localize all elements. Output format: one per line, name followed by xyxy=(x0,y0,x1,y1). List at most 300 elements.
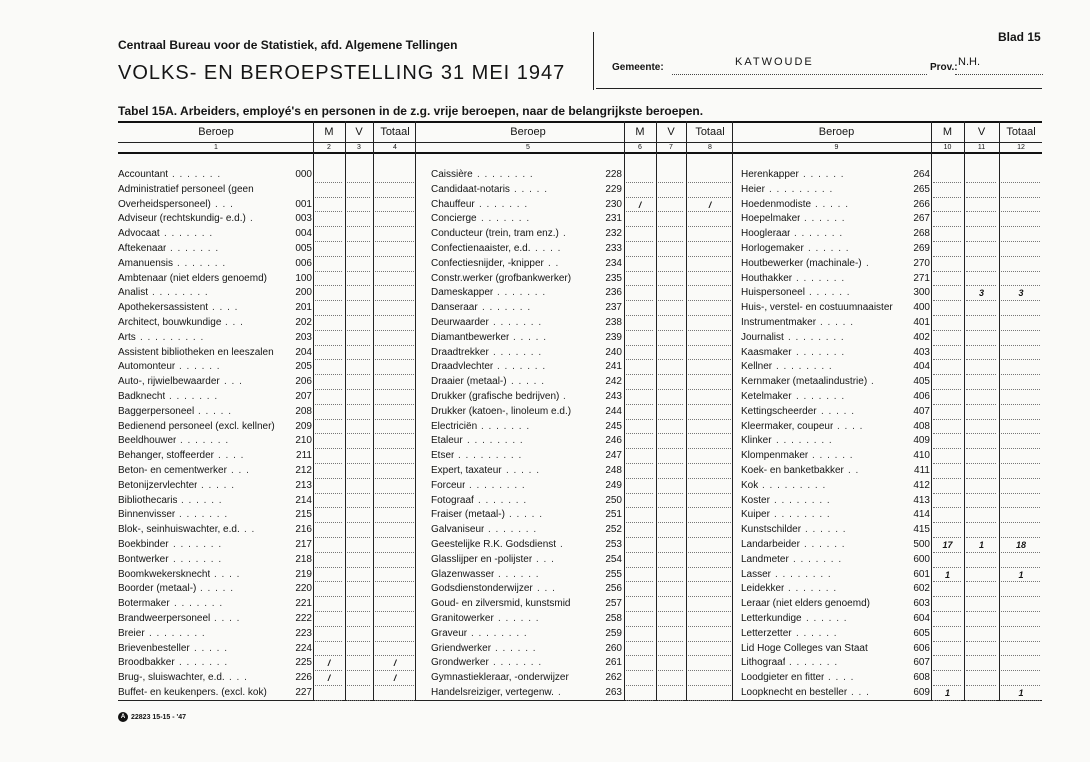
leader-dots: . . . . . xyxy=(511,376,546,388)
occupation-label: Kok xyxy=(741,479,759,491)
table-row xyxy=(741,257,1042,271)
occupation-code: 204 xyxy=(295,346,312,358)
occupation-code: 201 xyxy=(295,302,312,314)
occupation-code: 232 xyxy=(605,228,622,240)
leader-dots: . . . . . . xyxy=(498,613,540,624)
occupation-label: Landarbeider xyxy=(741,539,800,550)
table-row xyxy=(431,360,733,374)
occupation-code: 605 xyxy=(913,627,930,639)
table-row xyxy=(431,331,733,345)
cell-baseline xyxy=(1001,700,1040,701)
occupation-label: Huispersoneel xyxy=(741,287,805,299)
table-row xyxy=(741,301,1042,315)
table-row xyxy=(741,642,1042,656)
table-row xyxy=(118,420,416,434)
occupation-code: 408 xyxy=(913,420,930,432)
count-cell-t[interactable]: 1 xyxy=(1018,569,1024,580)
table-row xyxy=(431,405,733,419)
header-divider xyxy=(593,32,594,90)
occupation-code: 256 xyxy=(605,583,622,595)
table-row xyxy=(741,420,1042,434)
leader-dots: . . . . . . . xyxy=(482,302,532,314)
leader-dots: . . . . . . . xyxy=(481,420,531,432)
table-row xyxy=(741,316,1042,330)
occupation-label: Conducteur (trein, tram enz.) xyxy=(431,228,559,240)
count-cell-t[interactable]: 18 xyxy=(1015,540,1026,550)
column-number: 1 xyxy=(214,144,218,151)
occupation-code: 500 xyxy=(913,539,930,550)
table-row xyxy=(431,568,733,582)
occupation-code: 202 xyxy=(295,317,312,328)
table-row xyxy=(431,686,733,700)
occupation-code: 220 xyxy=(295,583,312,595)
table-title: Tabel 15A. Arbeiders, employé's en personen in de z.g. vrije beroepen, naar de belangrijkste beroepen. xyxy=(118,104,704,118)
count-cell-m[interactable]: 1 xyxy=(944,569,950,580)
occupation-code: 603 xyxy=(913,598,930,610)
occupation-code: 240 xyxy=(605,346,622,358)
occupation-code: 228 xyxy=(605,169,622,180)
count-cell-m[interactable]: / xyxy=(327,658,331,669)
bureau-heading: Centraal Bureau voor de Statistiek, afd. Algemene Tellingen xyxy=(118,38,458,52)
occupation-label: Auto-, rijwielbewaarder xyxy=(118,376,220,388)
leader-dots: . . . xyxy=(229,672,248,684)
occupation-label: Brandweerpersoneel xyxy=(118,613,211,624)
occupation-code: 238 xyxy=(605,317,622,328)
table-row xyxy=(431,168,733,182)
occupation-code: 218 xyxy=(295,553,312,565)
occupation-code: 300 xyxy=(913,287,930,299)
table-row xyxy=(431,420,733,434)
occupation-code: 226 xyxy=(295,672,312,684)
occupation-code: 230 xyxy=(605,198,622,210)
leader-dots: . . . . . . . xyxy=(164,228,214,240)
leader-dots: . . . . . . . . xyxy=(471,627,528,639)
leader-dots: . xyxy=(250,213,254,225)
header-mid-rule xyxy=(118,142,1042,143)
leader-dots: . . . . . . . . . xyxy=(458,450,523,462)
occupation-label: Huis-, verstel- en costuumnaaister xyxy=(741,302,893,314)
occupation-code: 247 xyxy=(605,450,622,462)
prov-underline xyxy=(955,74,1043,75)
occupation-code: 265 xyxy=(913,183,930,195)
table-row xyxy=(741,582,1042,596)
occupation-label: Caissière xyxy=(431,169,473,180)
leader-dots: . . . . . . . xyxy=(793,553,843,565)
leader-dots: . . . . . . xyxy=(808,243,850,254)
count-cell-m[interactable]: 1 xyxy=(944,688,950,698)
leader-dots: . . . . . xyxy=(201,479,236,491)
leader-dots: . . . . . . . xyxy=(172,169,222,180)
cell-baseline xyxy=(688,700,731,701)
count-cell-t[interactable]: 3 xyxy=(1018,288,1024,299)
table-row xyxy=(118,242,416,256)
table-row xyxy=(118,198,416,212)
occupation-label: Confectiesnijder, -knipper xyxy=(431,257,544,269)
leader-dots: . . . . . xyxy=(200,583,235,595)
count-cell-v[interactable]: 1 xyxy=(978,540,984,550)
table-row xyxy=(741,390,1042,404)
print-stamp xyxy=(118,712,186,722)
table-row xyxy=(118,568,416,582)
occupation-code: 600 xyxy=(913,553,930,565)
occupation-code: 262 xyxy=(605,672,622,684)
occupation-label: Drukker (grafische bedrijven) xyxy=(431,391,560,402)
occupation-code: 608 xyxy=(913,672,930,684)
occupation-label: Herenkapper xyxy=(741,169,799,180)
leader-dots: . . . . . . xyxy=(498,568,540,580)
table-row xyxy=(741,405,1042,419)
leader-dots: . . xyxy=(848,465,860,476)
occupation-label: Administratief personeel (geen xyxy=(118,183,254,195)
occupation-code: 211 xyxy=(296,450,312,462)
table-row xyxy=(118,686,416,700)
table-row xyxy=(741,627,1042,641)
table-row xyxy=(431,301,733,315)
occupation-label: Breier xyxy=(118,627,145,639)
occupation-code: 249 xyxy=(605,479,622,491)
occupation-label: Aftekenaar xyxy=(118,243,167,254)
occupation-label: Etser xyxy=(431,450,455,462)
column-header-beroep: Beroep xyxy=(818,126,855,138)
table-row xyxy=(741,272,1042,286)
occupation-label: Landmeter xyxy=(741,553,789,565)
occupation-label: Horlogemaker xyxy=(741,243,804,254)
occupation-label: Hoepelmaker xyxy=(741,213,801,225)
column-header-totaal: Totaal xyxy=(380,126,410,138)
occupation-label: Boorder (metaal-) xyxy=(118,583,197,595)
occupation-label: Loodgieter en fitter xyxy=(741,672,825,684)
table-row xyxy=(741,656,1042,670)
leader-dots: . . . . . . . . xyxy=(776,361,833,373)
occupation-label: Kunstschilder xyxy=(741,524,802,536)
table-row xyxy=(118,538,416,552)
occupation-label: Grondwerker xyxy=(431,657,489,669)
table-row xyxy=(431,183,733,197)
leader-dots: . xyxy=(560,539,564,550)
table-row xyxy=(431,494,733,508)
occupation-code: 264 xyxy=(913,169,930,180)
occupation-label: Godsdienstonderwijzer xyxy=(431,583,533,595)
occupation-code: 261 xyxy=(605,657,622,669)
occupation-label: Arts xyxy=(118,331,136,343)
occupation-label: Binnenvisser xyxy=(118,509,176,521)
occupation-label: Journalist xyxy=(741,331,784,343)
occupation-code: 236 xyxy=(605,287,622,299)
occupation-label: Koek- en banketbakker xyxy=(741,465,844,476)
table-row xyxy=(118,656,416,670)
occupation-code: 601 xyxy=(913,568,930,580)
occupation-code: 212 xyxy=(295,465,312,476)
occupation-label: Boomkwekersknecht xyxy=(118,568,211,580)
occupation-code: 254 xyxy=(605,553,622,565)
occupation-code: 269 xyxy=(913,243,930,254)
table-row xyxy=(118,464,416,478)
table-row xyxy=(431,553,733,567)
occupation-label: Graveur xyxy=(431,627,468,639)
leader-dots: . . xyxy=(244,524,256,536)
leader-dots: . . . . xyxy=(214,568,241,580)
table-row xyxy=(431,671,733,685)
occupation-label: Beeldhouwer xyxy=(118,435,177,447)
occupation-label: Gymnastiekleraar, -onderwijzer xyxy=(431,672,569,684)
leader-dots: . . . . xyxy=(212,302,239,314)
table-row xyxy=(118,523,416,537)
occupation-code: 001 xyxy=(295,198,312,210)
table-row xyxy=(118,642,416,656)
table-row xyxy=(741,212,1042,226)
occupation-label: Galvaniseur xyxy=(431,524,485,536)
table-row xyxy=(118,553,416,567)
table-row xyxy=(118,405,416,419)
occupation-code: 604 xyxy=(913,613,930,624)
occupation-label: Baggerpersoneel xyxy=(118,405,195,417)
leader-dots: . . . . . . . . xyxy=(477,169,534,180)
table-row xyxy=(741,183,1042,197)
leader-dots: . . . . . . . . xyxy=(775,568,832,580)
occupation-code: 213 xyxy=(295,479,312,491)
table-row xyxy=(118,360,416,374)
leader-dots: . . . . . . xyxy=(805,524,847,536)
table-row xyxy=(741,508,1042,522)
leader-dots: . . . . . . . . xyxy=(152,287,209,299)
table-row xyxy=(118,212,416,226)
occupation-code: 607 xyxy=(913,657,930,669)
occupation-code: 227 xyxy=(295,687,312,698)
occupation-code: 414 xyxy=(913,509,930,521)
occupation-code: 401 xyxy=(913,317,930,328)
occupation-code: 209 xyxy=(295,420,312,432)
table-row xyxy=(118,479,416,493)
occupation-code: 406 xyxy=(913,391,930,402)
occupation-label: Analist xyxy=(118,287,149,299)
prov-value[interactable]: N.H. xyxy=(958,56,980,68)
occupation-code: 210 xyxy=(295,435,312,447)
count-cell-m[interactable]: / xyxy=(327,673,331,684)
occupation-label: Lithograaf xyxy=(741,657,786,669)
occupation-code: 271 xyxy=(913,272,930,284)
occupation-code: 000 xyxy=(295,169,312,180)
occupation-label: Leidekker xyxy=(741,583,785,595)
leader-dots: . . . . . . . xyxy=(497,361,547,373)
leader-dots: . . . . . . . xyxy=(497,287,547,299)
gemeente-value[interactable]: KATWOUDE xyxy=(735,56,814,68)
table-row xyxy=(118,168,416,182)
column-number: 12 xyxy=(1017,144,1025,151)
leader-dots: . . . . . . xyxy=(179,361,221,373)
occupation-label: Electriciën xyxy=(431,420,478,432)
occupation-label: Confectienaaister, e.d. xyxy=(431,243,531,254)
cell-baseline xyxy=(626,700,653,701)
occupation-label: Beton- en cementwerker xyxy=(118,465,227,476)
table-row xyxy=(431,523,733,537)
leader-dots: . . . . . . . xyxy=(174,598,224,610)
occupation-code: 411 xyxy=(914,465,930,476)
table-row xyxy=(431,227,733,241)
leader-dots: . xyxy=(871,376,875,388)
occupation-label: Expert, taxateur xyxy=(431,465,502,476)
print-code: 22823 15-15 - '47 xyxy=(131,713,186,721)
occupation-code: 260 xyxy=(605,642,622,654)
occupation-code: 231 xyxy=(605,213,622,225)
occupation-label: Handelsreiziger, vertegenw. xyxy=(431,687,554,698)
gemeente-label: Gemeente: xyxy=(612,62,664,73)
occupation-label: Loopknecht en besteller xyxy=(741,687,848,698)
occupation-label: Bontwerker xyxy=(118,553,169,565)
occupation-label: Kettingscheerder xyxy=(741,405,817,417)
leader-dots: . . . . . . . . xyxy=(774,494,831,506)
table-row xyxy=(431,434,733,448)
table-row xyxy=(741,331,1042,345)
occupation-label: Chauffeur xyxy=(431,198,475,210)
occupation-code: 221 xyxy=(295,598,312,610)
leader-dots: . . . . . . . . xyxy=(774,509,831,521)
column-number: 11 xyxy=(977,144,986,151)
occupation-code: 100 xyxy=(295,272,312,284)
leader-dots: . . . . . . . . . xyxy=(140,331,205,343)
leader-dots: . . . . . . xyxy=(796,627,838,639)
occupation-label: Granitowerker xyxy=(431,613,494,624)
occupation-code: 233 xyxy=(605,243,622,254)
occupation-code: 270 xyxy=(913,257,930,269)
leader-dots: . . . . . . . xyxy=(169,391,219,402)
table-row xyxy=(741,538,1042,552)
table-row xyxy=(118,331,416,345)
occupation-code: 244 xyxy=(605,405,622,417)
leader-dots: . xyxy=(563,228,567,240)
occupation-label: Apothekersassistent xyxy=(118,302,209,314)
table-row xyxy=(741,286,1042,300)
occupation-label: Bibliothecaris xyxy=(118,494,178,506)
occupation-label: Glasslijper en -polijster xyxy=(431,553,533,565)
count-cell-t[interactable]: 1 xyxy=(1018,688,1024,698)
occupation-code: 404 xyxy=(913,361,930,373)
table-row xyxy=(741,449,1042,463)
leader-dots: . . xyxy=(548,257,560,269)
table-row xyxy=(741,568,1042,582)
occupation-label: Diamantbewerker xyxy=(431,331,510,343)
occupation-code: 267 xyxy=(913,213,930,225)
occupation-label: Buffet- en keukenpers. (excl. kok) xyxy=(118,687,267,698)
occupation-code: 252 xyxy=(605,524,622,536)
leader-dots: . . . . . . xyxy=(806,613,848,624)
count-cell-m[interactable]: / xyxy=(638,199,642,210)
leader-dots: . . . . . . . xyxy=(796,346,846,358)
occupation-label: Dameskapper xyxy=(431,287,494,299)
occupation-code: 266 xyxy=(913,198,930,210)
table-row xyxy=(741,523,1042,537)
occupation-label: Concierge xyxy=(431,213,477,225)
count-cell-t[interactable]: / xyxy=(393,673,397,684)
leader-dots: . . . . . . xyxy=(812,450,854,462)
cell-baseline xyxy=(375,700,414,701)
occupation-code: 268 xyxy=(913,228,930,240)
cell-baseline xyxy=(966,700,996,701)
table-row xyxy=(431,656,733,670)
count-cell-m[interactable]: 17 xyxy=(942,540,953,550)
table-row xyxy=(118,257,416,271)
occupation-label: Advocaat xyxy=(118,228,160,240)
table-row xyxy=(431,449,733,463)
leader-dots: . . . . . . . . . xyxy=(769,183,834,195)
leader-dots: . . . . . . . xyxy=(179,509,229,521)
occupation-label: Klompenmaker xyxy=(741,450,809,462)
column-header-beroep: Beroep xyxy=(510,126,546,138)
table-row xyxy=(118,301,416,315)
occupation-code: 215 xyxy=(295,509,312,521)
leader-dots: . . . . xyxy=(214,613,241,624)
leader-dots: . . . . . . . . xyxy=(149,627,206,639)
occupation-label: Fraiser (metaal-) xyxy=(431,509,505,521)
count-cell-t[interactable]: / xyxy=(393,658,397,669)
count-cell-t[interactable]: / xyxy=(708,199,712,210)
column-number: 8 xyxy=(708,144,712,151)
table-row xyxy=(118,671,416,685)
leader-dots: . . . . . . . xyxy=(493,346,543,358)
occupation-label: Fotograaf xyxy=(431,494,474,506)
form-title: VOLKS- EN BEROEPSTELLING 31 MEI 1947 xyxy=(118,62,566,84)
table-row xyxy=(118,434,416,448)
leader-dots: . . . . . . xyxy=(495,642,537,654)
column-header-v: V xyxy=(667,126,675,138)
occupation-code: 229 xyxy=(605,183,622,195)
leader-dots: . . . . . . . xyxy=(180,435,230,447)
leader-dots: . . . . . . . xyxy=(488,524,538,536)
leader-dots: . . . xyxy=(215,198,234,210)
leader-dots: . . . . . . . xyxy=(493,657,543,669)
occupation-code: 005 xyxy=(295,243,312,254)
leader-dots: . . . . . . . xyxy=(796,391,846,402)
table-row xyxy=(118,316,416,330)
occupation-label: Lid Hoge Colleges van Staat xyxy=(741,642,868,654)
leader-dots: . . . . xyxy=(535,243,562,254)
occupation-label: Etaleur xyxy=(431,435,463,447)
occupation-code: 243 xyxy=(605,391,622,402)
leader-dots: . . . . . . . xyxy=(177,257,227,269)
occupation-code: 224 xyxy=(295,642,312,654)
occupation-label: Automonteur xyxy=(118,361,176,373)
leader-dots: . . . . . . xyxy=(804,213,846,225)
occupation-label: Draadtrekker xyxy=(431,346,489,358)
occupation-code: 409 xyxy=(913,435,930,447)
table-top-rule xyxy=(118,121,1042,123)
occupation-label: Kellner xyxy=(741,361,773,373)
column-number: 5 xyxy=(526,144,530,151)
leader-dots: . . . . xyxy=(218,450,245,462)
occupation-code: 006 xyxy=(295,257,312,269)
occupation-label: Bedienend personeel (excl. kellner) xyxy=(118,420,275,432)
occupation-label: Lasser xyxy=(741,568,772,580)
table-row xyxy=(741,434,1042,448)
occupation-label: Architect, bouwkundige xyxy=(118,317,222,328)
table-row xyxy=(118,183,416,197)
occupation-code: 602 xyxy=(913,583,930,595)
column-header-beroep: Beroep xyxy=(198,126,234,138)
leader-dots: . . . xyxy=(231,465,250,476)
occupation-code: 205 xyxy=(295,361,312,373)
occupation-code: 606 xyxy=(913,642,930,654)
count-cell-v[interactable]: 3 xyxy=(978,288,984,299)
gemeente-underline xyxy=(672,74,927,75)
occupation-code: 405 xyxy=(913,376,930,388)
occupation-code: 263 xyxy=(605,687,622,698)
table-row xyxy=(741,671,1042,685)
occupation-label: Griendwerker xyxy=(431,642,492,654)
leader-dots: . . . . . . xyxy=(803,169,845,180)
occupation-code: 245 xyxy=(605,420,622,432)
cell-baseline xyxy=(315,700,342,701)
leader-dots: . xyxy=(563,391,567,402)
table-row xyxy=(118,375,416,389)
